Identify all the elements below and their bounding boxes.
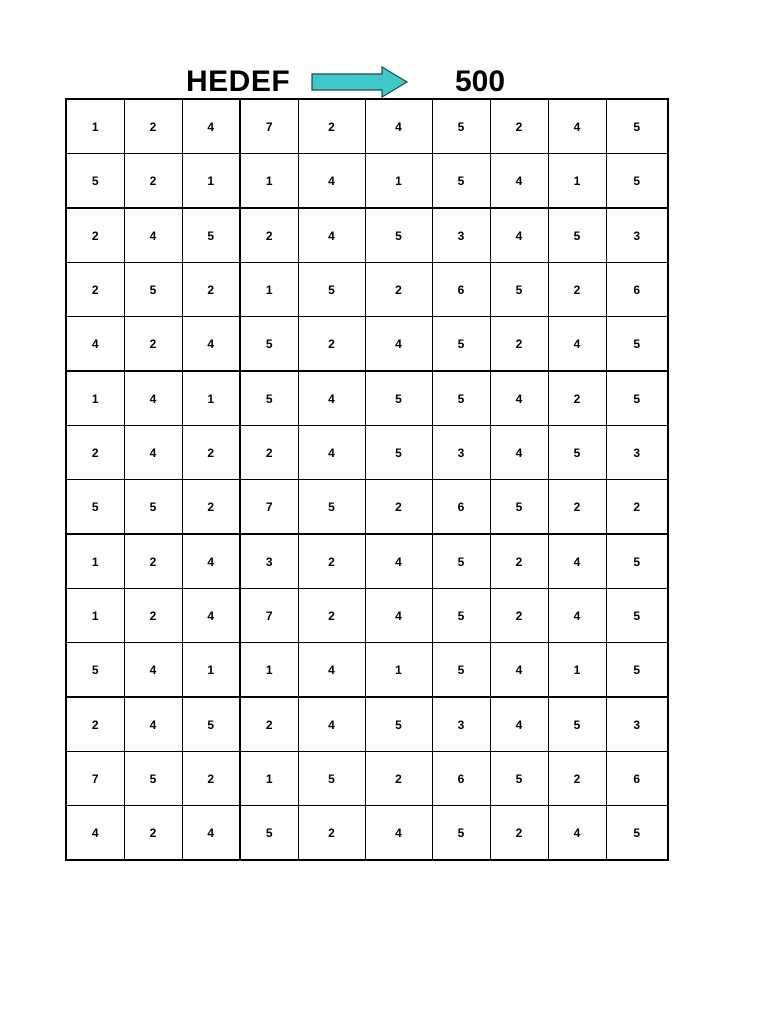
grid-row — [66, 263, 668, 317]
grid-cell: 5 — [182, 697, 240, 752]
grid-cell: 3 — [606, 697, 668, 752]
grid-cell: 2 — [548, 752, 606, 806]
grid-cell: 4 — [66, 317, 124, 372]
grid-cell: 7 — [240, 99, 298, 154]
grid-cell: 4 — [490, 208, 548, 263]
grid-cell: 2 — [548, 263, 606, 317]
grid-cell: 5 — [606, 806, 668, 861]
grid-row — [66, 697, 668, 752]
grid-cell: 2 — [298, 589, 365, 643]
grid-cell: 1 — [240, 263, 298, 317]
grid-cell: 5 — [606, 317, 668, 372]
grid-row — [66, 752, 668, 806]
grid-cell: 4 — [182, 589, 240, 643]
grid-row — [66, 480, 668, 535]
grid-cell: 4 — [548, 99, 606, 154]
grid-cell: 5 — [432, 806, 490, 861]
grid-cell: 2 — [240, 208, 298, 263]
grid-cell: 1 — [66, 371, 124, 426]
grid-row — [66, 806, 668, 861]
grid-cell: 2 — [490, 534, 548, 589]
grid-cell: 5 — [606, 534, 668, 589]
grid-cell: 5 — [432, 589, 490, 643]
grid-cell: 2 — [240, 426, 298, 480]
grid-cell: 2 — [182, 263, 240, 317]
grid-cell: 4 — [182, 806, 240, 861]
grid-cell: 2 — [548, 371, 606, 426]
grid-cell: 2 — [298, 99, 365, 154]
grid-cell: 2 — [124, 317, 182, 372]
grid-cell: 5 — [432, 317, 490, 372]
grid-cell: 5 — [432, 534, 490, 589]
grid-cell: 2 — [490, 99, 548, 154]
grid-cell: 1 — [365, 643, 432, 698]
grid-cell: 5 — [606, 589, 668, 643]
grid-cell: 5 — [432, 99, 490, 154]
target-label: HEDEF — [186, 65, 291, 98]
grid-cell: 4 — [365, 806, 432, 861]
grid-cell: 2 — [490, 589, 548, 643]
grid-cell: 4 — [124, 426, 182, 480]
grid-cell: 2 — [182, 752, 240, 806]
grid-cell: 4 — [298, 643, 365, 698]
grid-cell: 2 — [124, 534, 182, 589]
grid-cell: 2 — [182, 480, 240, 535]
grid-cell: 5 — [66, 154, 124, 209]
grid-row — [66, 534, 668, 589]
grid-cell: 4 — [490, 371, 548, 426]
grid-cell: 5 — [490, 752, 548, 806]
grid-cell: 4 — [182, 317, 240, 372]
grid-cell: 5 — [298, 263, 365, 317]
grid-row — [66, 589, 668, 643]
grid-cell: 1 — [182, 643, 240, 698]
grid-cell: 1 — [548, 643, 606, 698]
grid-row — [66, 154, 668, 209]
grid-cell: 4 — [124, 208, 182, 263]
grid-cell: 7 — [66, 752, 124, 806]
grid-cell: 5 — [606, 643, 668, 698]
target-value: 500 — [455, 65, 506, 98]
grid-cell: 2 — [66, 263, 124, 317]
grid-cell: 1 — [548, 154, 606, 209]
grid-cell: 3 — [606, 208, 668, 263]
grid-cell: 3 — [432, 208, 490, 263]
grid-cell: 5 — [432, 154, 490, 209]
grid-cell: 4 — [490, 426, 548, 480]
grid-cell: 5 — [365, 697, 432, 752]
grid-cell: 5 — [240, 371, 298, 426]
grid-cell: 4 — [124, 697, 182, 752]
grid-cell: 5 — [490, 263, 548, 317]
grid-cell: 5 — [298, 480, 365, 535]
grid-cell: 2 — [66, 426, 124, 480]
grid-cell: 1 — [182, 154, 240, 209]
grid-cell: 5 — [490, 480, 548, 535]
grid-cell: 4 — [548, 589, 606, 643]
grid-cell: 5 — [66, 480, 124, 535]
grid-cell: 5 — [66, 643, 124, 698]
grid-cell: 2 — [66, 697, 124, 752]
grid-cell: 1 — [240, 643, 298, 698]
grid-cell: 4 — [548, 806, 606, 861]
grid-cell: 1 — [66, 589, 124, 643]
grid-cell: 3 — [606, 426, 668, 480]
grid-cell: 6 — [432, 480, 490, 535]
grid-cell: 2 — [182, 426, 240, 480]
grid-cell: 2 — [365, 752, 432, 806]
grid-cell: 4 — [298, 371, 365, 426]
grid-cell: 4 — [490, 154, 548, 209]
grid-cell: 5 — [548, 426, 606, 480]
grid-cell: 4 — [298, 208, 365, 263]
number-grid — [65, 98, 669, 861]
grid-cell: 1 — [66, 534, 124, 589]
grid-cell: 5 — [606, 154, 668, 209]
grid-cell: 4 — [365, 534, 432, 589]
grid-cell: 2 — [490, 806, 548, 861]
grid-row — [66, 371, 668, 426]
grid-cell: 5 — [298, 752, 365, 806]
grid-cell: 2 — [365, 480, 432, 535]
grid-cell: 7 — [240, 480, 298, 535]
grid-cell: 2 — [365, 263, 432, 317]
grid-cell: 3 — [432, 697, 490, 752]
grid-cell: 5 — [606, 99, 668, 154]
grid-cell: 4 — [490, 643, 548, 698]
grid-cell: 4 — [124, 643, 182, 698]
grid-cell: 2 — [606, 480, 668, 535]
grid-cell: 6 — [606, 263, 668, 317]
grid-cell: 2 — [124, 99, 182, 154]
grid-row — [66, 426, 668, 480]
grid-cell: 2 — [124, 806, 182, 861]
grid-cell: 4 — [365, 99, 432, 154]
grid-cell: 6 — [432, 752, 490, 806]
grid-cell: 4 — [182, 99, 240, 154]
grid-cell: 4 — [490, 697, 548, 752]
grid-cell: 1 — [240, 154, 298, 209]
grid-cell: 4 — [182, 534, 240, 589]
grid-cell: 4 — [298, 154, 365, 209]
grid-cell: 5 — [365, 426, 432, 480]
grid-cell: 2 — [298, 534, 365, 589]
grid-cell: 1 — [240, 752, 298, 806]
grid-cell: 6 — [432, 263, 490, 317]
grid-cell: 5 — [240, 806, 298, 861]
grid-cell: 4 — [548, 317, 606, 372]
grid-cell: 4 — [365, 589, 432, 643]
grid-cell: 5 — [548, 208, 606, 263]
grid-cell: 2 — [298, 806, 365, 861]
grid-row — [66, 317, 668, 372]
grid-cell: 5 — [124, 263, 182, 317]
grid-cell: 3 — [240, 534, 298, 589]
grid-cell: 5 — [124, 480, 182, 535]
grid-cell: 7 — [240, 589, 298, 643]
grid-cell: 2 — [298, 317, 365, 372]
grid-cell: 1 — [365, 154, 432, 209]
grid-cell: 1 — [66, 99, 124, 154]
grid-cell: 4 — [124, 371, 182, 426]
grid-row — [66, 99, 668, 154]
grid-cell: 2 — [124, 154, 182, 209]
grid-row — [66, 643, 668, 698]
right-arrow-icon — [310, 66, 410, 98]
grid-cell: 4 — [298, 697, 365, 752]
grid-cell: 4 — [365, 317, 432, 372]
grid-cell: 2 — [548, 480, 606, 535]
grid-cell: 5 — [182, 208, 240, 263]
grid-cell: 5 — [365, 208, 432, 263]
grid-cell: 2 — [124, 589, 182, 643]
grid-cell: 4 — [66, 806, 124, 861]
grid-cell: 5 — [365, 371, 432, 426]
grid-cell: 5 — [606, 371, 668, 426]
grid-cell: 5 — [240, 317, 298, 372]
grid-cell: 2 — [490, 317, 548, 372]
grid-cell: 5 — [432, 643, 490, 698]
grid-cell: 2 — [66, 208, 124, 263]
grid-cell: 3 — [432, 426, 490, 480]
grid-cell: 5 — [432, 371, 490, 426]
grid-cell: 1 — [182, 371, 240, 426]
grid-cell: 4 — [298, 426, 365, 480]
grid-row — [66, 208, 668, 263]
grid-cell: 5 — [548, 697, 606, 752]
grid-cell: 5 — [124, 752, 182, 806]
grid-cell: 6 — [606, 752, 668, 806]
grid-cell: 4 — [548, 534, 606, 589]
grid-cell: 2 — [240, 697, 298, 752]
